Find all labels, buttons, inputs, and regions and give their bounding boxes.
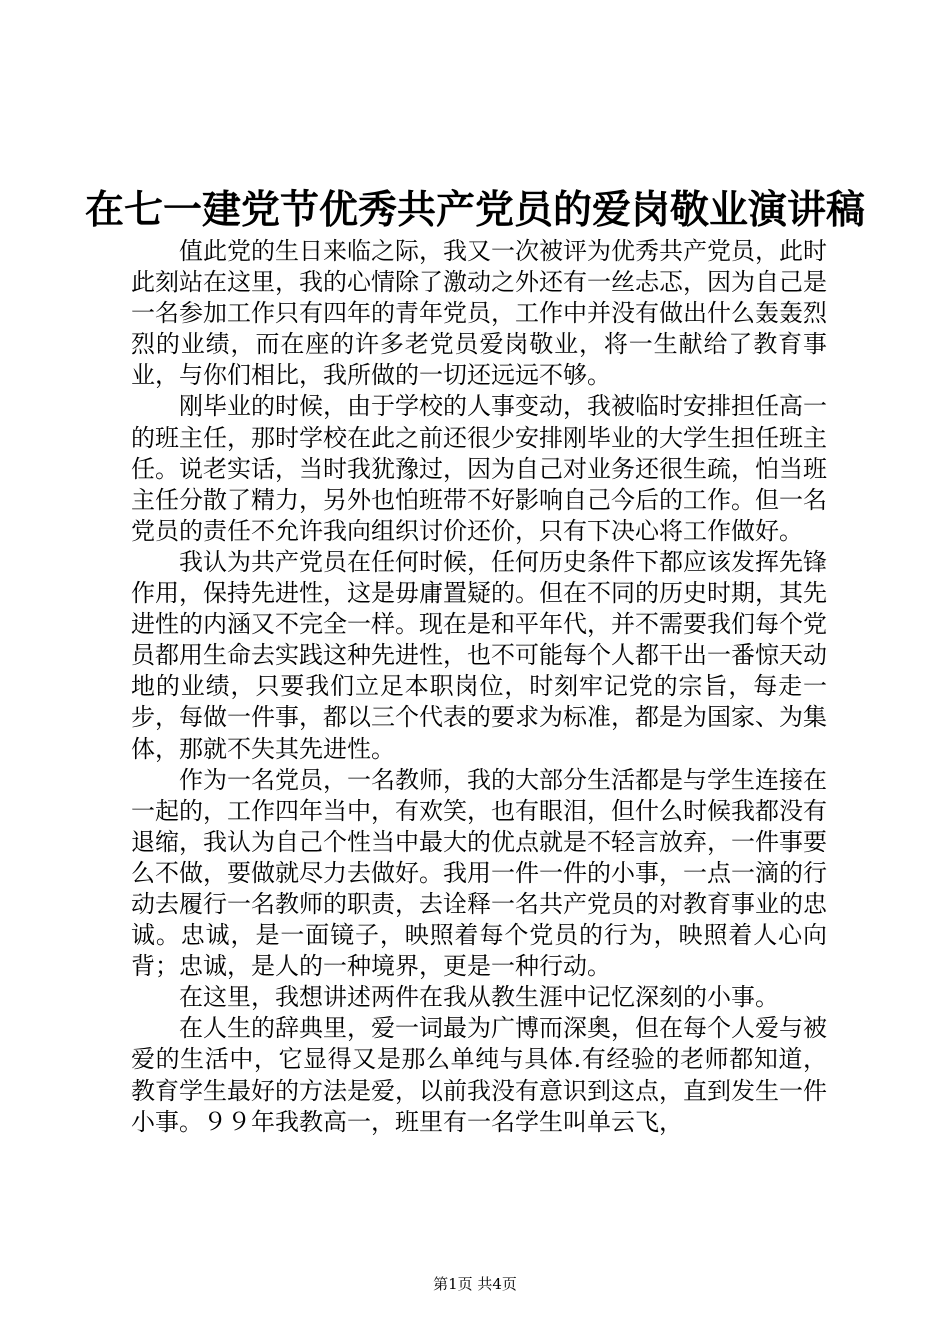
paragraph: 值此党的生日来临之际，我又一次被评为优秀共产党员，此时此刻站在这里，我的心情除了激动之外还有一丝忐忑，因为自己是一名参加工作只有四年的青年党员，工作中并没有做出什么轰轰烈烈的业绩，而在座的许多老党员爱岗敬业，将一生献给了教育事业，与你们相比，我所做的一切还远远不够。 [131,237,827,390]
paragraph: 作为一名党员，一名教师，我的大部分生活都是与学生连接在一起的，工作四年当中，有欢笑，也有眼泪，但什么时候我都没有退缩，我认为自己个性当中最大的优点就是不轻言放弃，一件事要么不做，要做就尽力去做好。我用一件一件的小事，一点一滴的行动去履行一名教师的职责，去诠释一名共产党员的对教育事业的忠诚。忠诚，是一面镜子，映照着每个党员的行为，映照着人心向背；忠诚，是人的一种境界，更是一种行动。 [131,765,827,981]
paragraph: 刚毕业的时候，由于学校的人事变动，我被临时安排担任高一的班主任，那时学校在此之前还很少安排刚毕业的大学生担任班主任。说老实话，当时我犹豫过，因为自己对业务还很生疏，怕当班主任分散了精力，另外也怕班带不好影响自己今后的工作。但一名党员的责任不允许我向组织讨价还价，只有下决心将工作做好。 [131,392,827,545]
paragraph: 在这里，我想讲述两件在我从教生涯中记忆深刻的小事。 [179,983,779,1012]
paragraph: 我认为共产党员在任何时候，任何历史条件下都应该发挥先锋作用，保持先进性，这是毋庸置疑的。但在不同的历史时期，其先进性的内涵又不完全一样。现在是和平年代，并不需要我们每个党员都用生命去实践这种先进性，也不可能每个人都干出一番惊天动地的业绩，只要我们立足本职岗位，时刻牢记党的宗旨，每走一步，每做一件事，都以三个代表的要求为标准，都是为国家、为集体，那就不失其先进性。 [131,547,827,763]
paragraph: 在人生的辞典里，爱一词最为广博而深奥，但在每个人爱与被爱的生活中，它显得又是那么单纯与具体.有经验的老师都知道，教育学生最好的方法是爱，以前我没有意识到这点，直到发生一件小事。９９年我教高一，班里有一名学生叫单云飞， [131,1014,827,1136]
document-title: 在七一建党节优秀共产党员的爱岗敬业演讲稿 [84,187,865,233]
page-number-footer: 第1页 共4页 [433,1275,517,1293]
document-body [131,236,827,1138]
